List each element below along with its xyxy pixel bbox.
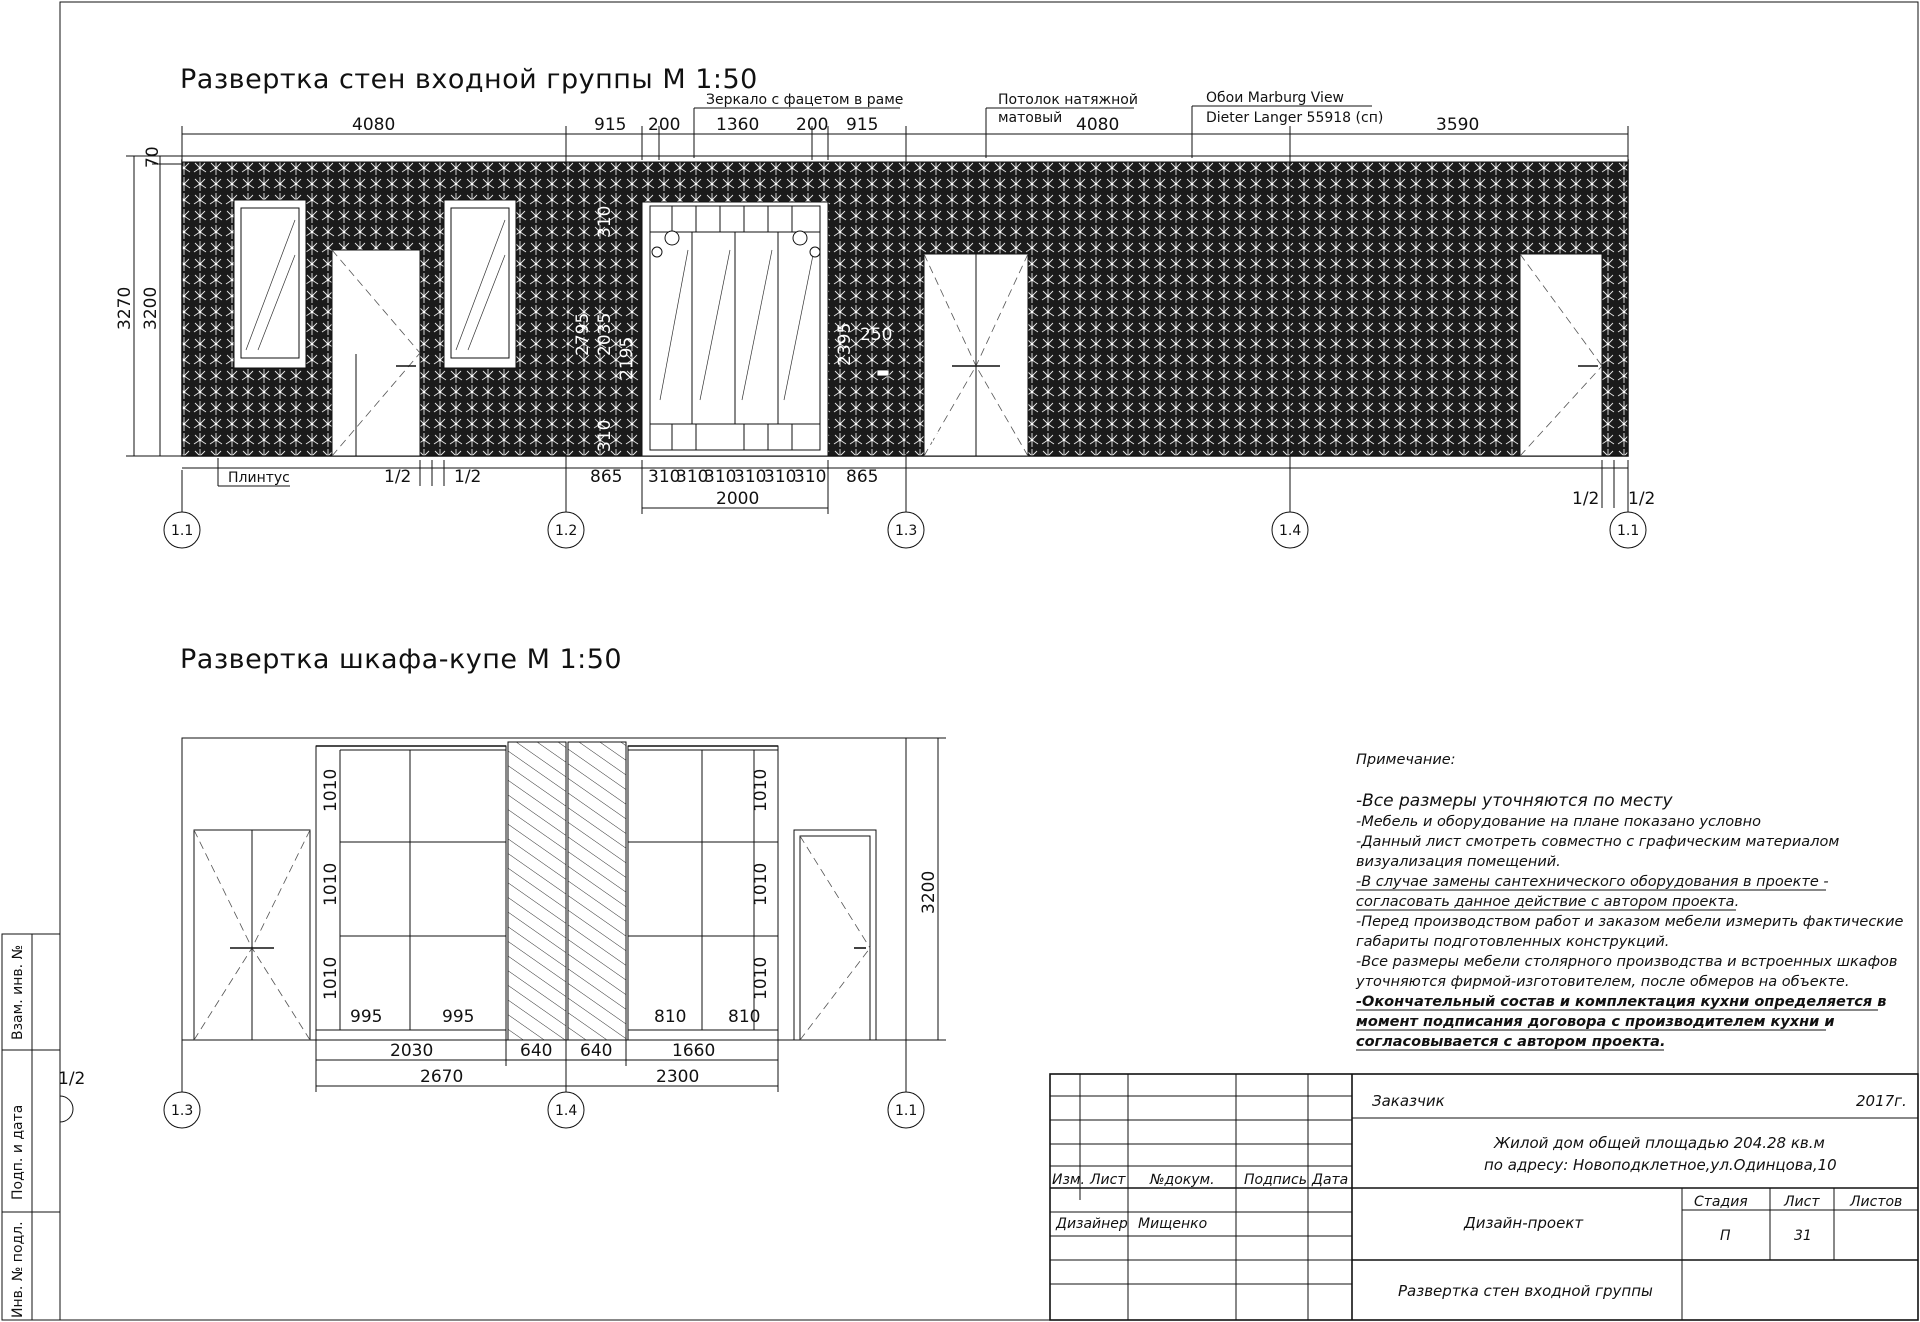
note-6: -Перед производством работ и заказом мебели измерить фактические [1356,914,1904,930]
stamp-inv-podl: Инв. № подл. [10,1221,26,1318]
dim-left-2: 3200 [141,286,161,330]
bottom-dimensions [182,460,1655,514]
note-8: -Все размеры мебели столярного производства и встроенных шкафов [1356,954,1898,970]
tb-customer: Заказчик [1372,1092,1445,1110]
door-1 [332,250,420,456]
dim-wr-1: 1010 [321,862,341,906]
walls-title: Развертка стен входной группы М 1:50 [180,64,758,95]
top-dimensions [182,115,1628,160]
partition-hatch-right [568,742,626,1040]
dim-wb-0: 2030 [390,1041,434,1061]
wardrobe-title: Развертка шкафа-купе М 1:50 [180,644,623,675]
tb-col-doc: №докум. [1150,1172,1215,1188]
dim-bot-0: 1/2 [384,467,412,487]
axis-w-3: 1.4 [1279,523,1302,539]
dim-inner-9: 300 [929,423,949,456]
dim-inner-5: 310 [595,419,615,452]
note-4: -В случае замены сантехнического оборудования в проекте - [1356,874,1829,890]
dim-wr-7: 1010 [751,768,771,812]
left-dimensions [115,146,182,456]
tb-sheet-title: Развертка стен входной группы [1398,1282,1653,1300]
dim-bot-10: 2000 [716,489,760,509]
note-2: -Данный лист смотреть совместно с графическим материалом [1356,834,1840,850]
tb-name: Мищенко [1138,1216,1208,1232]
dim-left-1: 3270 [115,286,135,330]
stamp-vzam-inv: Взам. инв. № [10,944,26,1040]
tb-sheets-h: Листов [1850,1194,1903,1210]
dim-top-6: 4080 [1076,115,1120,135]
dim-top-1: 915 [594,115,627,135]
dim-top-5: 915 [846,115,879,135]
wardrobe-bottom-dims [316,1040,778,1092]
wardrobe-right-door [794,830,876,1040]
dim-inner-1: 2795 [573,312,593,356]
window-2 [444,200,516,368]
note-5: согласовать данное действие с автором проекта. [1356,894,1740,910]
dim-inner-3: 2195 [617,336,637,380]
axis-wr-0: 1.3 [171,1103,194,1119]
dim-wb-1: 640 [520,1041,553,1061]
dim-wr-2: 1010 [321,956,341,1000]
dim-top-4: 200 [796,115,829,135]
partition-hatch-left [508,742,566,1040]
dim-wr-3: 995 [350,1007,383,1027]
axis-w-2: 1.3 [895,523,918,539]
title-block [1050,1074,1918,1320]
axis-w-0: 1.1 [171,523,194,539]
axis-wr-2: 1.1 [895,1103,918,1119]
callout-baseboard: Плинтус [228,470,290,486]
dim-wr-9: 1010 [751,956,771,1000]
dim-inner-0: 1100 [337,380,357,424]
dim-bot-11: 1/2 [1572,489,1600,509]
dim-wb-4: 2670 [420,1067,464,1087]
callout-mirror: Зеркало с фацетом в раме [706,92,904,108]
tb-object-2: по адресу: Новоподклетное,ул.Одинцова,10 [1484,1156,1837,1174]
note-12: согласовывается с автором проекта. [1356,1034,1666,1050]
dim-bot-9: 865 [846,467,879,487]
edge-fragment: 1/2 [58,1069,86,1089]
dim-bot-4: 310 [676,467,709,487]
mirror-panel [642,202,828,456]
dim-wb-3: 1660 [672,1041,716,1061]
dim-bot-3: 310 [648,467,681,487]
tb-stage: П [1720,1228,1731,1244]
dim-bot-5: 310 [704,467,737,487]
tb-stage-h: Стадия [1694,1194,1748,1210]
axis-wr-1: 1.4 [555,1103,578,1119]
dim-bot-7: 310 [764,467,797,487]
dim-wb-2: 640 [580,1041,613,1061]
dim-wr-6: 810 [728,1007,761,1027]
dim-inner-6: 2395 [835,322,855,366]
dim-wr-8: 1010 [751,862,771,906]
tb-project: Дизайн-проект [1464,1214,1584,1232]
note-7: габариты подготовленных конструкций. [1356,934,1670,950]
note-10: -Окончательный состав и комплектация кухни определяется в [1356,994,1887,1010]
dim-inner-7: 250 [860,325,893,345]
dim-inner-8: 600 [929,389,949,422]
notes-heading: Примечание: [1356,752,1456,768]
dim-inner-10: 300 [1569,423,1589,456]
dim-bot-1: 1/2 [454,467,482,487]
notes [1355,752,1903,1050]
dim-wr-10: 3200 [919,870,939,914]
axis-w-1: 1.2 [555,523,578,539]
tb-sheet: 31 [1794,1228,1812,1244]
dim-left-0: 70 [143,146,163,168]
dim-top-2: 200 [648,115,681,135]
wardrobe-left-door [194,830,310,1040]
wardrobe-left [316,746,506,1040]
note-0: -Все размеры уточняются по месту [1356,791,1673,811]
dim-wr-0: 1010 [321,768,341,812]
tb-sheet-h: Лист [1784,1194,1820,1210]
dim-wb-5: 2300 [656,1067,700,1087]
ceiling-strip [182,156,1628,162]
dim-bot-12: 1/2 [1628,489,1656,509]
window-1 [234,200,306,368]
tb-role: Дизайнер [1056,1216,1128,1232]
axis-w-4: 1.1 [1617,523,1640,539]
tb-col-list: Лист [1090,1172,1126,1188]
callout-wallpaper-2: Dieter Langer 55918 (сп) [1206,110,1384,126]
note-1: -Мебель и оборудование на плане показано условно [1356,814,1761,830]
callout-wallpaper-1: Обои Marburg View [1206,90,1345,106]
dim-wr-4: 995 [442,1007,475,1027]
dim-bot-6: 310 [734,467,767,487]
tb-year: 2017г. [1856,1092,1907,1110]
tb-object-1: Жилой дом общей площадью 204.28 кв.м [1494,1134,1825,1152]
tb-col-sign: Подпись [1244,1172,1307,1188]
callout-ceiling-1: Потолок натяжной [998,92,1138,108]
dim-wr-5: 810 [654,1007,687,1027]
dim-top-0: 4080 [352,115,396,135]
callout-ceiling-2: матовый [998,110,1063,126]
note-9: уточняются фирмой-изготовителем, после обмеров на объекте. [1356,974,1850,990]
dim-bot-8: 310 [794,467,827,487]
tb-col-date: Дата [1312,1172,1349,1188]
stamp-podp-data: Подп. и дата [10,1104,26,1200]
dim-top-7: 3590 [1436,115,1480,135]
note-11: момент подписания договора с производителем кухни и [1356,1014,1835,1030]
note-3: визуализация помещений. [1356,854,1561,870]
tb-col-izm: Изм. [1052,1172,1085,1188]
door-2 [1520,254,1602,456]
dim-inner-4: 310 [595,205,615,238]
dim-top-3: 1360 [716,115,760,135]
dim-inner-2: 2035 [595,312,615,356]
dim-bot-2: 865 [590,467,623,487]
side-stamp [2,934,60,1320]
